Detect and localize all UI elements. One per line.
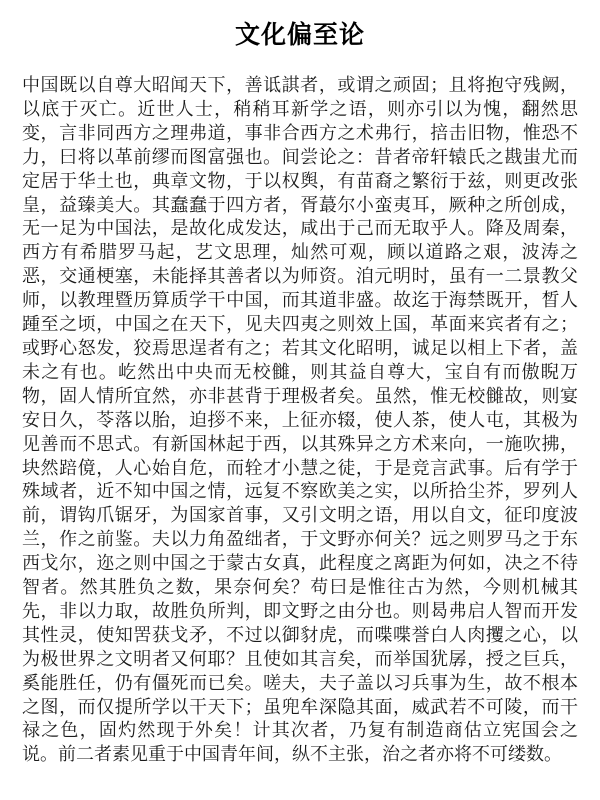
- document-body-paragraph: 中国既以自尊大昭闻天下，善诋諆者，或谓之顽固；且将抱守残阙，以底于灭亡。近世人士，稍稍耳新学之语，则亦引以为愧，翻然思变，言非同西方之理弗道，事非合西方之术弗行，掊击旧物，惟恐不力，曰将以革前缪而图富强也。间尝论之：昔者帝轩辕氏之戡蚩尤而定居于华土也，典章文物，于以权舆，有苗裔之繁衍于兹，则更改张皇，益臻美大。其蠢蠢于四方者，胥蕞尔小蛮夷耳，厥种之所创成，无一足为中国法，是故化成发达，咸出于己而无取乎人。降及周秦，西方有希腊罗马起，艺文思理，灿然可观，顾以道路之艰，波涛之恶，交通梗塞，未能择其善者以为师资。洎元明时，虽有一二景教父师，以教理暨历算质学干中国，而其道非盛。故迄于海禁既开，晳人踵至之顷，中国之在天下，见夫四夷之则效上国，革面来宾者有之；或野心怒发，狡焉思逞者有之；若其文化昭明，诚足以相上下者，盖未之有也。屹然出中央而无校雠，则其益自尊大，宝自有而傲睨万物，固人情所宜然，亦非甚背于理极者矣。虽然，惟无校雠故，则宴安日久，苓落以胎，迫拶不来，上征亦辍，使人茶，使人屯，其极为见善而不思式。有新国林起于西，以其殊异之方术来向，一施吹拂，块然踣傹，人心始自危，而辁才小慧之徒，于是竞言武事。后有学于殊域者，近不知中国之情，远复不察欧美之实，以所拾尘芥，罗列人前，谓钩爪锯牙，为国家首事，又引文明之语，用以自文，征印度波兰，作之前鉴。夫以力角盈绌者，于文野亦何关？远之则罗马之于东西戈尔，迩之则中国之于蒙古女真，此程度之离距为何如，决之不待智者。然其胜负之数，果奈何矣？苟曰是惟往古为然，今则机械其先，非以力取，故胜负所判，即文野之由分也。则曷弗启人智而开发其性灵，使知罟获戈矛，不过以御豺虎，而喋喋誉白人肉攫之心，以为极世界之文明者又何耶？且使如其言矣，而举国犹孱，授之巨兵，奚能胜任，仍有僵死而已矣。嗟夫，夫子盖以习兵事为生，故不根本之图，而仅提所学以干天下；虽兜牟深隐其面，威武若不可陵，而干禄之色，固灼然现于外矣！计其次者，乃复有制造商估立宪国会之说。前二者素见重于中国青年间，纵不主张，治之者亦将不可缕数。: [22, 75, 578, 765]
- document-title: 文化偏至论: [234, 21, 365, 49]
